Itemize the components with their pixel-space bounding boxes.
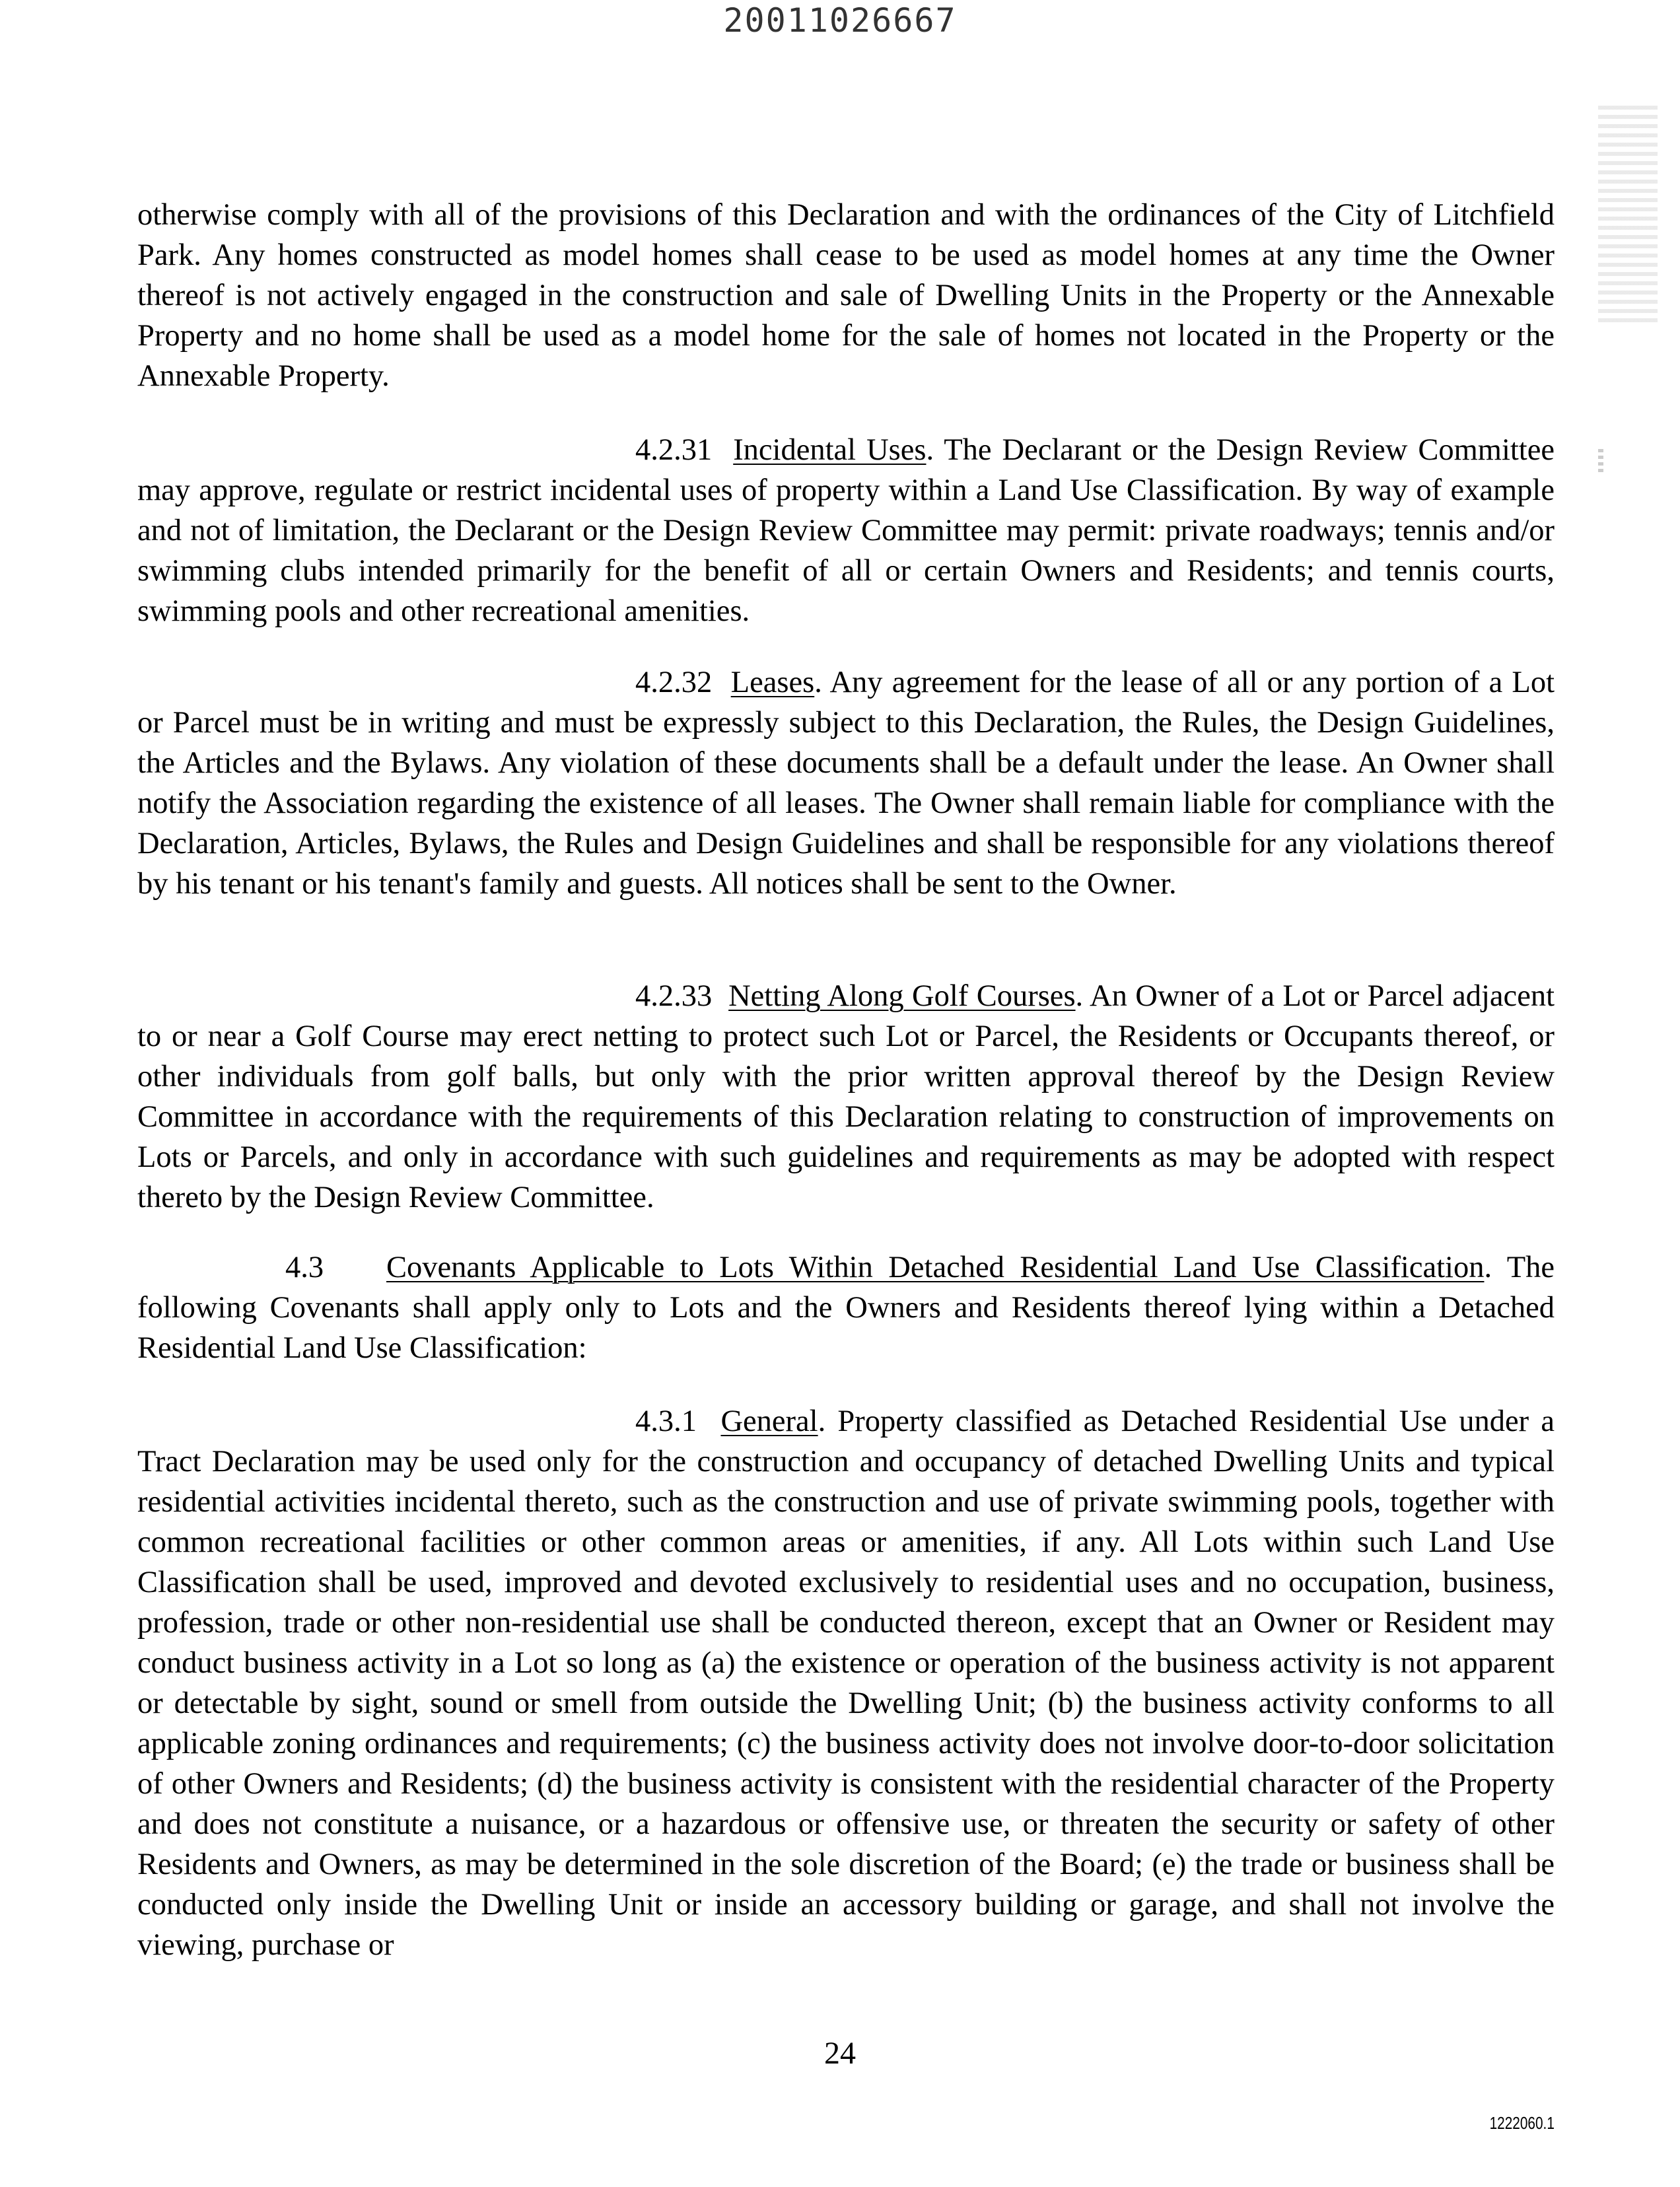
section-number: 4.2.31 <box>635 433 713 467</box>
section-number: 4.3.1 <box>635 1405 697 1438</box>
section-title: General <box>720 1405 818 1438</box>
section-4-3-1 <box>137 1401 1555 1965</box>
recording-number: 20011026667 <box>723 1 957 40</box>
section-title: Leases <box>730 666 815 699</box>
section-text: . The following Covenants shall apply only to Lots and the Owners and Residents thereof lying within a Detached Residential Land Use Classification: <box>137 1251 1555 1365</box>
section-4-2-32 <box>137 662 1555 904</box>
section-text: . An Owner of a Lot or Parcel adjacent to or near a Golf Course may erect netting to protect such Lot or Parcel, the Residents or Occupants thereof, or other individuals from golf balls, but only with the prior written approval thereof by the Design Review Committee in accordance with the requirements of this Declaration relating to construction of improvements on Lots or Parcels, and only in accordance with such guidelines and requirements as may be adopted with respect thereto by the Design Review Committee. <box>137 979 1555 1214</box>
section-4-2-33 <box>137 976 1555 1218</box>
section-text: . The Declarant or the Design Review Committee may approve, regulate or restrict incidental uses of property within a Land Use Classification. By way of example and not of limitation, the Declarant or the Design Review Committee may permit: private roadways; tennis and/or swimming clubs intended primarily for the benefit of all or certain Owners and Residents; and tennis courts, swimming pools and other recreational amenities. <box>137 433 1555 628</box>
section-title: Covenants Applicable to Lots Within Detached Residential Land Use Classification <box>386 1251 1485 1284</box>
section-4-3 <box>137 1247 1555 1368</box>
section-text: . Any agreement for the lease of all or any portion of a Lot or Parcel must be in writing and must be expressly subject to this Declaration, the Rules, the Design Guidelines, the Articles and the Bylaws. Any violation of these documents shall be a default under the lease. An Owner shall notify the Association regarding the existence of all leases. The Owner shall remain liable for compliance with the Declaration, Articles, Bylaws, the Rules and Design Guidelines and shall be responsible for any violations thereof by his tenant or his tenant's family and guests. All notices shall be sent to the Owner. <box>137 666 1555 901</box>
margin-mark <box>1598 449 1603 475</box>
section-4-2-31 <box>137 430 1555 631</box>
paragraph-text: otherwise comply with all of the provisions of this Declaration and with the ordinances of the City of Litchfield Park. Any homes constructed as model homes shall cease to be used as model homes at any time the Owner thereof is not actively engaged in the construction and sale of Dwelling Units in the Property or the Annexable Property and no home shall be used as a model home for the sale of homes not located in the Property or the Annexable Property. <box>137 198 1555 393</box>
section-number: 4.2.32 <box>635 666 713 699</box>
section-number: 4.3 <box>285 1251 324 1284</box>
section-title: Incidental Uses <box>733 433 927 467</box>
section-title: Netting Along Golf Courses <box>728 979 1076 1013</box>
document-id: 1222060.1 <box>1489 2113 1555 2133</box>
paragraph-continuation <box>137 195 1555 396</box>
margin-stamp-marks <box>1598 106 1658 324</box>
section-text: . Property classified as Detached Residential Use under a Tract Declaration may be used only for the construction and occupancy of detached Dwelling Units and typical residential activities incidental thereto, such as the construction and use of private swimming pools, together with common recreational facilities or other common areas or amenities, if any. All Lots within such Land Use Classification shall be used, improved and devoted exclusively to residential uses and no occupation, business, profession, trade or other non-residential use shall be conducted thereon, except that an Owner or Resident may conduct business activity in a Lot so long as (a) the existence or operation of the business activity is not apparent or detectable by sight, sound or smell from outside the Dwelling Unit; (b) the business activity conforms to all applicable zoning ordinances and requirements; (c) the business activity does not involve door-to-door solicitation of other Owners and Residents; (d) the business activity is consistent with the residential character of the Property and does not constitute a nuisance, or a hazardous or offensive use, or threaten the security or safety of other Residents and Owners, as may be determined in the sole discretion of the Board; (e) the trade or business shall be conducted only inside the Dwelling Unit or inside an accessory building or garage, and shall not involve the viewing, purchase or <box>137 1405 1555 1962</box>
page-number: 24 <box>824 2036 856 2071</box>
section-number: 4.2.33 <box>635 979 713 1013</box>
